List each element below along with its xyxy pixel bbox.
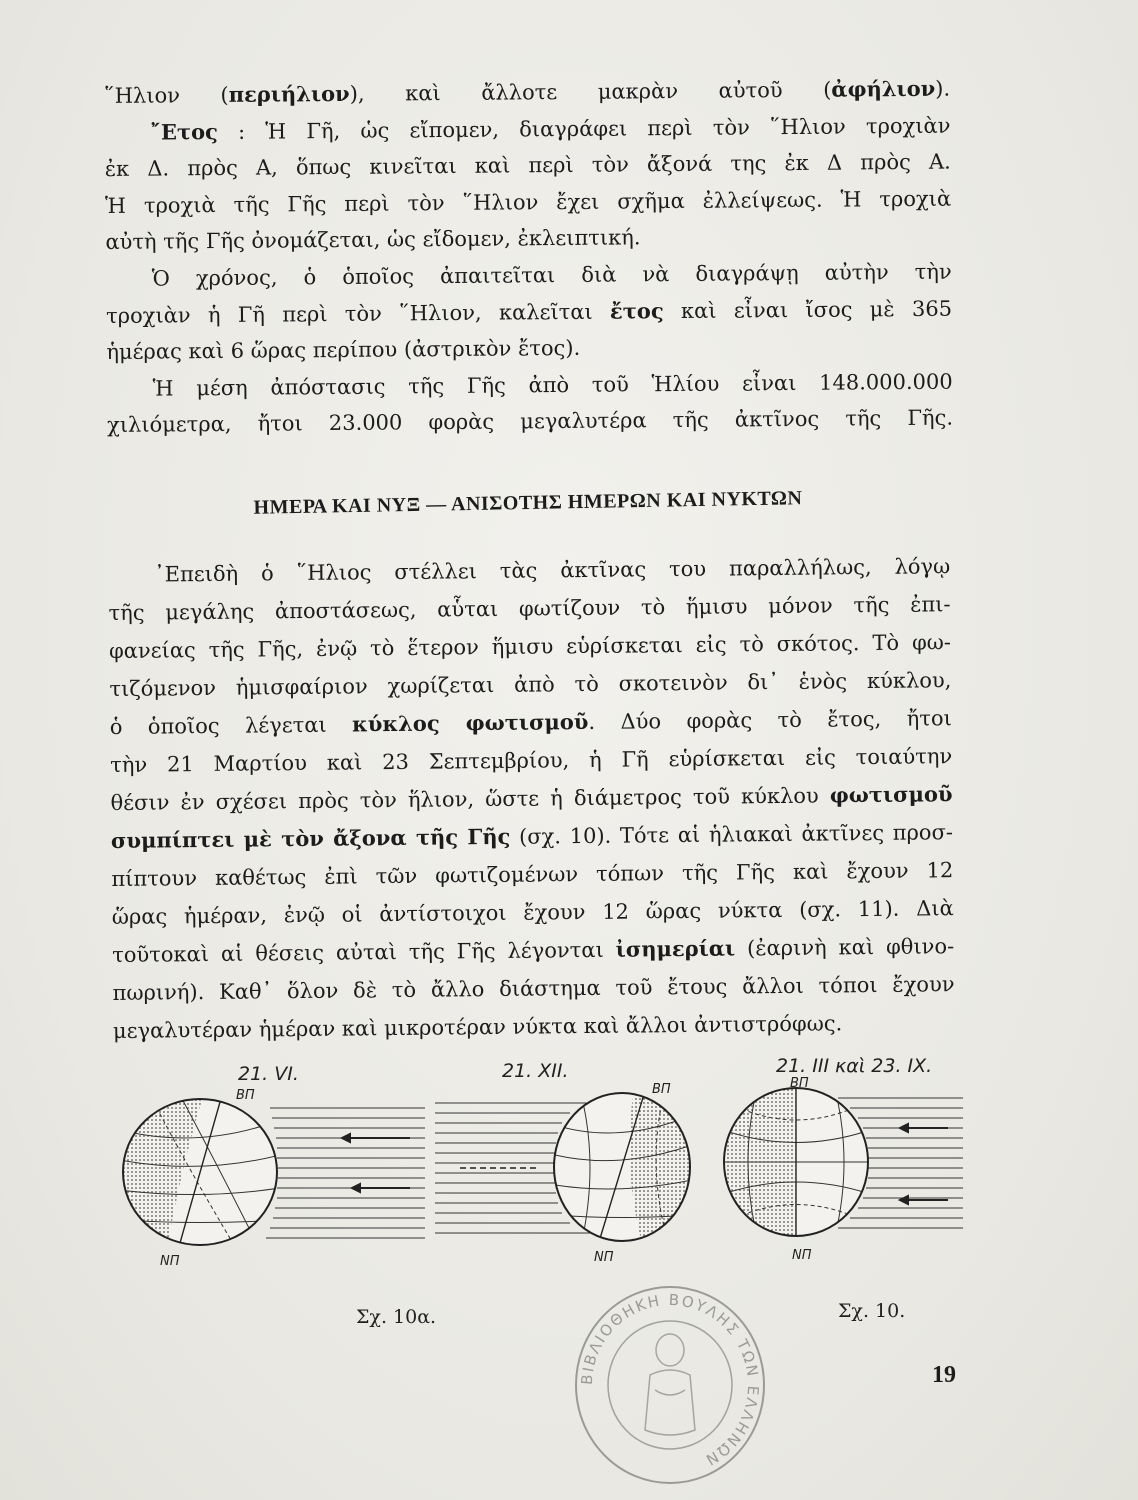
figure-2-diagram bbox=[430, 1085, 700, 1255]
text-segment: Ἡ μέση ἀπόστασις τῆς Γῆς ἀπὸ τοῦ Ἡλίου εἶναι 148.000.000 bbox=[152, 369, 953, 401]
svg-text:ΒΙΒΛΙΟΘΗΚΗ ΒΟΥΛΗΣ ΤΩΝ ΕΛΛΗΝΩΝ: ΒΙΒΛΙΟΘΗΚΗ ΒΟΥΛΗΣ ΤΩΝ ΕΛΛΗΝΩΝ bbox=[577, 1290, 763, 1470]
text-segment: φανείας τῆς Γῆς, ἐνῷ τὸ ἕτερον ἥμισυ εὑρίσκεται εἰς τὸ σκότος. Τὸ φω- bbox=[108, 630, 952, 663]
text-segment: (ἐαρινὴ καὶ φθινο- bbox=[735, 934, 955, 961]
text-segment: πωρινή). Καθ᾿ ὅλον δὲ τὸ ἄλλο διάστημα τοῦ ἔτους ἄλλοι τόποι ἔχουν bbox=[112, 972, 955, 1005]
text-segment: ᾿Επειδὴ ὁ ῞Ηλιος στέλλει τὰς ἀκτῖνας του παραλλήλως, λόγῳ bbox=[154, 554, 951, 587]
text-segment: (σχ. 10). Τότε αἱ ἡλιακαὶ ἀκτῖνες προσ- bbox=[510, 820, 954, 849]
bold-text: συμπίπτει μὲ τὸν ἄξονα τῆς Γῆς bbox=[110, 823, 511, 853]
text-segment: τροχιὰν ἡ Γῆ περὶ τὸν ῞Ηλιον, καλεῖται bbox=[105, 299, 611, 328]
library-stamp bbox=[570, 1280, 770, 1490]
figure-caption-right: Σχ. 10. bbox=[838, 1300, 906, 1322]
top-paragraphs bbox=[104, 71, 953, 444]
body-paragraphs bbox=[108, 547, 955, 1050]
text-segment: ὥρας ἡμέραν, ἐνῷ οἱ ἀντίστοιχοι ἔχουν 12 ὥρας νύκτα (σχ. 11). Διὰ bbox=[111, 896, 954, 929]
figure-3-diagram bbox=[718, 1080, 968, 1250]
bold-text: φωτισμοῦ bbox=[829, 781, 953, 808]
figure-3-title: 21. III καὶ 23. IX. bbox=[776, 1055, 933, 1077]
figure-1-north-label: ΒΠ bbox=[236, 1088, 255, 1103]
figure-1-diagram bbox=[110, 1090, 430, 1260]
text-line bbox=[106, 290, 952, 334]
text-segment: καὶ εἶναι ἴσος μὲ 365 bbox=[663, 296, 953, 323]
text-segment: μεγαλυτέραν ἡμέραν καὶ μικροτέραν νύκτα καὶ ἄλλοι ἀντιστρόφως. bbox=[112, 1011, 843, 1043]
bold-text: ἀφήλιον bbox=[831, 75, 936, 102]
text-segment: ). bbox=[935, 76, 951, 101]
figure-1-south-label: ΝΠ bbox=[160, 1254, 180, 1269]
text-segment: : Ἡ Γῆ, ὡς εἴπομεν, διαγράφει περὶ τὸν ῞Ηλιον τροχιὰν bbox=[217, 113, 951, 144]
text-segment: πίπτουν καθέτως ἐπὶ τῶν φωτιζομένων τόπων τῆς Γῆς καὶ ἔχουν 12 bbox=[111, 858, 954, 891]
text-segment: . Δύο φορὰς τὸ ἔτος, ἤτοι bbox=[588, 706, 952, 734]
bold-text: ῎Ετος bbox=[150, 118, 219, 145]
text-segment: τὴν 21 Μαρτίου καὶ 23 Σεπτεμβρίου, ἡ Γῆ εὑρίσκεται εἰς τοιαύτην bbox=[110, 744, 953, 777]
text-segment: χιλιόμετρα, ἤτοι 23.000 φορὰς μεγαλυτέρα τῆς ἀκτῖνος τῆς Γῆς. bbox=[106, 405, 954, 438]
text-segment: αὐτὴ τῆς Γῆς ὀνομάζεται, ὡς εἴδομεν, ἐκλειπτική. bbox=[105, 225, 641, 255]
text-segment: ῞Ηλιον ( bbox=[104, 82, 229, 108]
bold-text: περιήλιον bbox=[228, 80, 350, 107]
text-segment: τῆς μεγάλης ἀποστάσεως, αὗται φωτίζουν τὸ ἥμισυ μόνον τῆς ἐπι- bbox=[108, 592, 951, 625]
figure-caption-left: Σχ. 10α. bbox=[356, 1306, 437, 1328]
section-heading: ΗΜΕΡΑ ΚΑΙ ΝΥΞ — ΑΝΙΣΟΤΗΣ ΗΜΕΡΩΝ ΚΑΙ ΝΥΚΤΩΝ bbox=[253, 487, 803, 519]
bold-text: κύκλος φωτισμοῦ bbox=[351, 708, 589, 737]
text-segment: ἐκ Δ. πρὸς Α, ὅπως κινεῖται καὶ περὶ τὸν ἄξονά της ἐκ Δ πρὸς Α. bbox=[104, 149, 951, 182]
text-segment: ), καὶ ἄλλοτε μακρὰν αὐτοῦ ( bbox=[349, 77, 832, 106]
figure-3-north-label: ΒΠ bbox=[790, 1076, 809, 1091]
text-segment: Ἡ τροχιὰ τῆς Γῆς περὶ τὸν ῞Ηλιον ἔχει σχῆμα ἐλλείψεως. Ἡ τροχιὰ bbox=[105, 186, 952, 218]
text-segment: ἡμέρας καὶ 6 ὥρας περίπου (ἀστρικὸν ἔτος). bbox=[106, 336, 581, 365]
figure-2-title: 21. XII. bbox=[502, 1060, 569, 1082]
figure-2-north-label: ΒΠ bbox=[652, 1082, 671, 1097]
text-segment: τοῦτοκαὶ αἱ θέσεις αὐταὶ τῆς Γῆς λέγονται bbox=[112, 937, 616, 967]
text-segment: θέσιν ἐν σχέσει πρὸς τὸν ἥλιον, ὥστε ἡ διάμετρος τοῦ κύκλου bbox=[110, 783, 830, 815]
bold-text: ἰσημερίαι bbox=[615, 935, 736, 962]
bold-text: ἔτος bbox=[609, 297, 664, 324]
figure-3-south-label: ΝΠ bbox=[792, 1248, 812, 1263]
figure-2-south-label: ΝΠ bbox=[594, 1250, 614, 1265]
page-number: 19 bbox=[932, 1362, 956, 1388]
text-line bbox=[113, 1003, 955, 1050]
text-segment: Ὁ χρόνος, ὁ ὁποῖος ἀπαιτεῖται διὰ νὰ διαγράψῃ αὐτὴν τὴν bbox=[151, 259, 952, 291]
text-segment: ὁ ὁποῖος λέγεται bbox=[109, 712, 353, 739]
text-segment: τιζόμενον ἡμισφαίριον χωρίζεται ἀπὸ τὸ σκοτεινὸν δι᾿ ἑνὸς κύκλου, bbox=[109, 668, 952, 701]
text-line bbox=[107, 400, 953, 444]
figure-1-title: 21. VI. bbox=[238, 1063, 299, 1085]
